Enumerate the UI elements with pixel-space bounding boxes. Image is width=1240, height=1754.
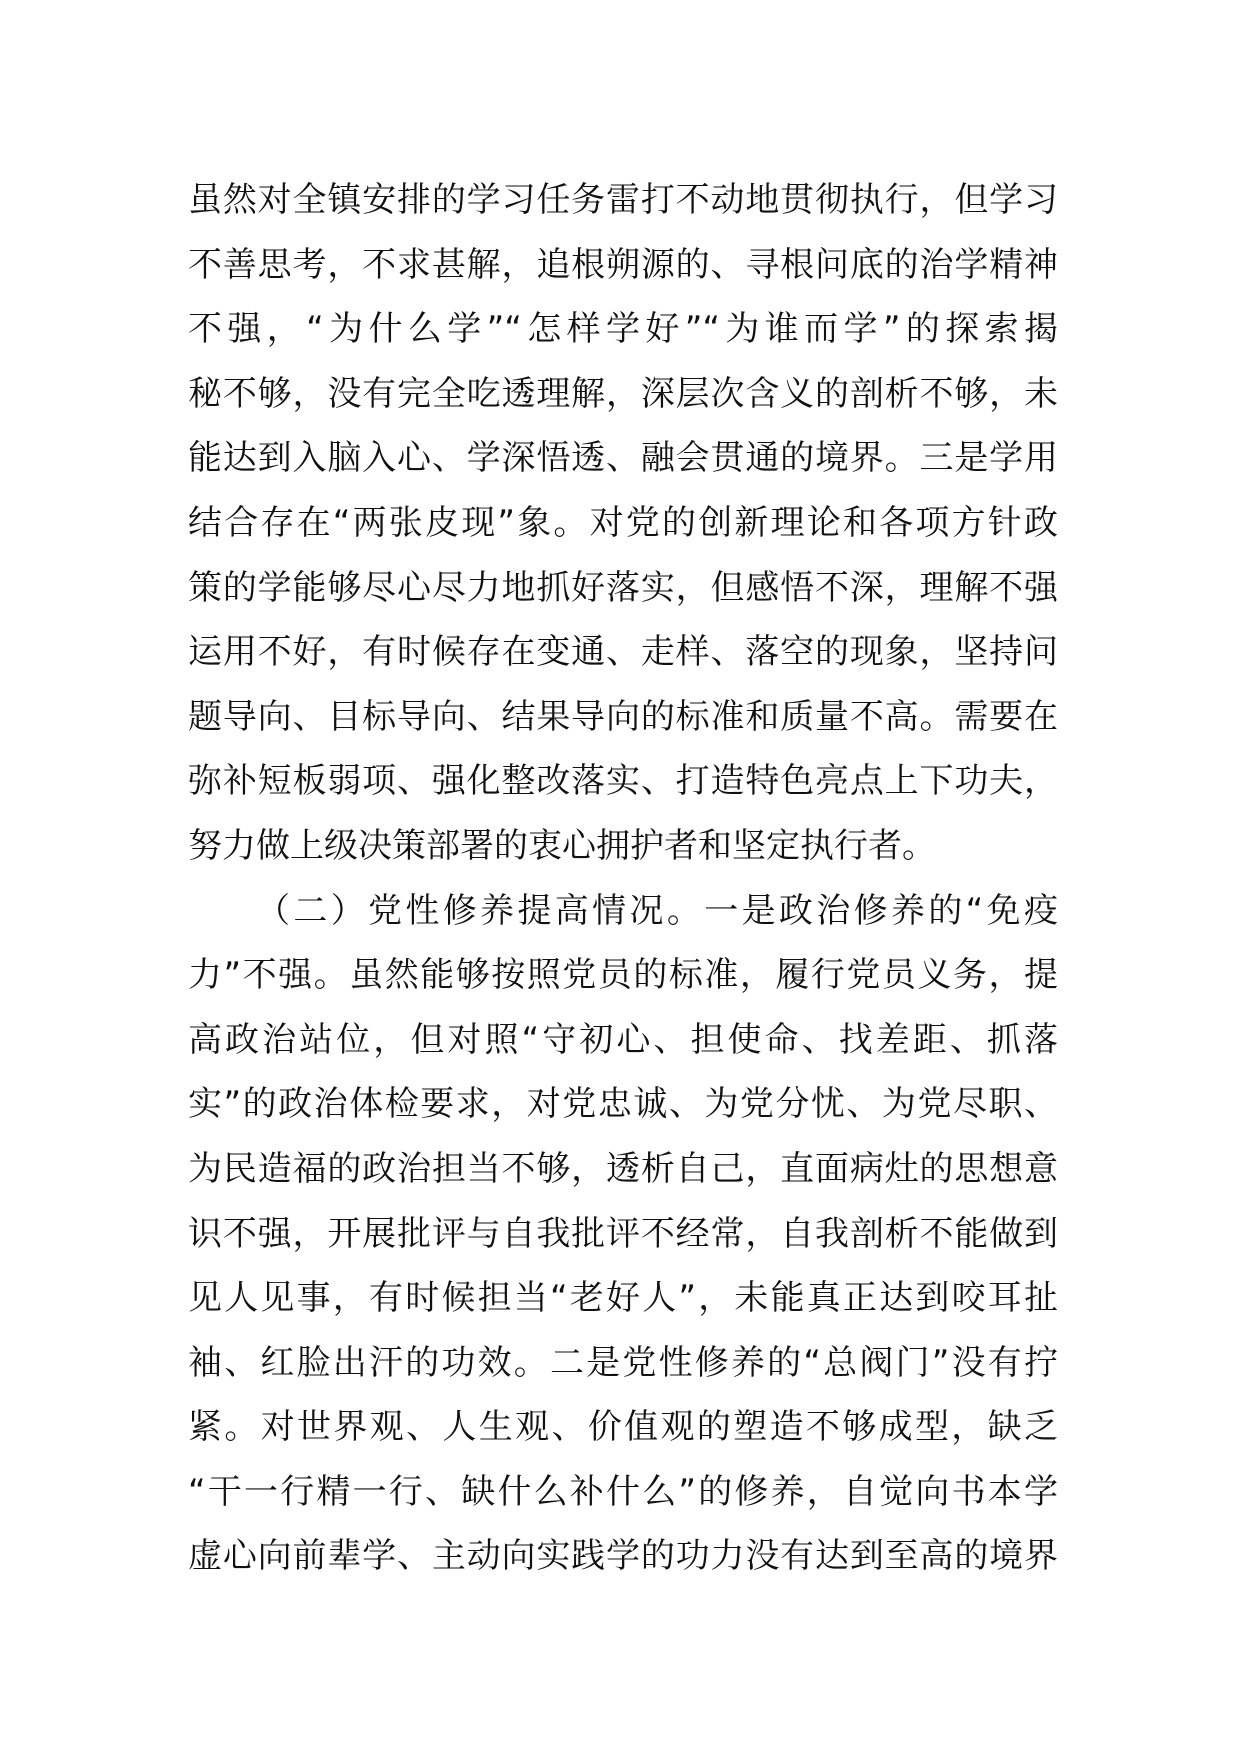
- text-line: 不善思考，不求甚解，追根朔源的、寻根问底的治学精神: [188, 244, 1058, 285]
- text-line: 策的学能够尽心尽力地抓好落实，但感悟不深，理解不强: [188, 567, 1058, 608]
- text-line: 虚心向前辈学、主动向实践学的功力没有达到至高的境界: [188, 1536, 1058, 1577]
- text-line: 题导向、目标导向、结果导向的标准和质量不高。需要在: [188, 696, 1058, 737]
- text-line: 实”的政治体检要求，对党忠诚、为党分忧、为党尽职、: [188, 1084, 1058, 1125]
- text-line: 虽然对全镇安排的学习任务雷打不动地贯彻执行，但学习: [188, 180, 1058, 220]
- text-line: 运用不好，有时候存在变通、走样、落空的现象，坚持问: [188, 632, 1058, 673]
- text-line: 高政治站位，但对照“守初心、担使命、找差距、抓落: [188, 1019, 1058, 1060]
- text-line: 为民造福的政治担当不够，透析自己，直面病灶的思想意: [188, 1148, 1058, 1189]
- text-line: 努力做上级决策部署的衷心拥护者和坚定执行者。: [188, 825, 936, 866]
- text-line: “干一行精一行、缺什么补什么”的修养，自觉向书本学: [188, 1471, 1058, 1512]
- text-line: （二）党性修养提高情况。一是政治修养的“免疫: [256, 890, 1058, 931]
- text-line: 紧。对世界观、人生观、价值观的塑造不够成型，缺乏: [188, 1407, 1058, 1448]
- text-line: 弥补短板弱项、强化整改落实、打造特色亮点上下功夫，: [188, 761, 1058, 802]
- text-line: 力”不强。虽然能够按照党员的标准，履行党员义务，提: [188, 955, 1058, 996]
- text-line: 见人见事，有时候担当“老好人”，未能真正达到咬耳扯: [188, 1278, 1058, 1319]
- text-line: 识不强，开展批评与自我批评不经常，自我剖析不能做到: [188, 1213, 1058, 1254]
- text-line: 秘不够，没有完全吃透理解，深层次含义的剖析不够，未: [188, 373, 1058, 414]
- text-line: 不强，“为什么学”“怎样学好”“为谁而学”的探索揭: [188, 309, 1058, 350]
- body-text: [188, 168, 1058, 1589]
- text-line: 能达到入脑入心、学深悟透、融会贯通的境界。三是学用: [188, 438, 1058, 479]
- text-line: 结合存在“两张皮现”象。对党的创新理论和各项方针政: [188, 502, 1058, 543]
- text-line: 袖、红脸出汗的功效。二是党性修养的“总阀门”没有拧: [188, 1342, 1058, 1383]
- paragraph-2: [188, 879, 1058, 1590]
- paragraph-1: [188, 168, 1058, 879]
